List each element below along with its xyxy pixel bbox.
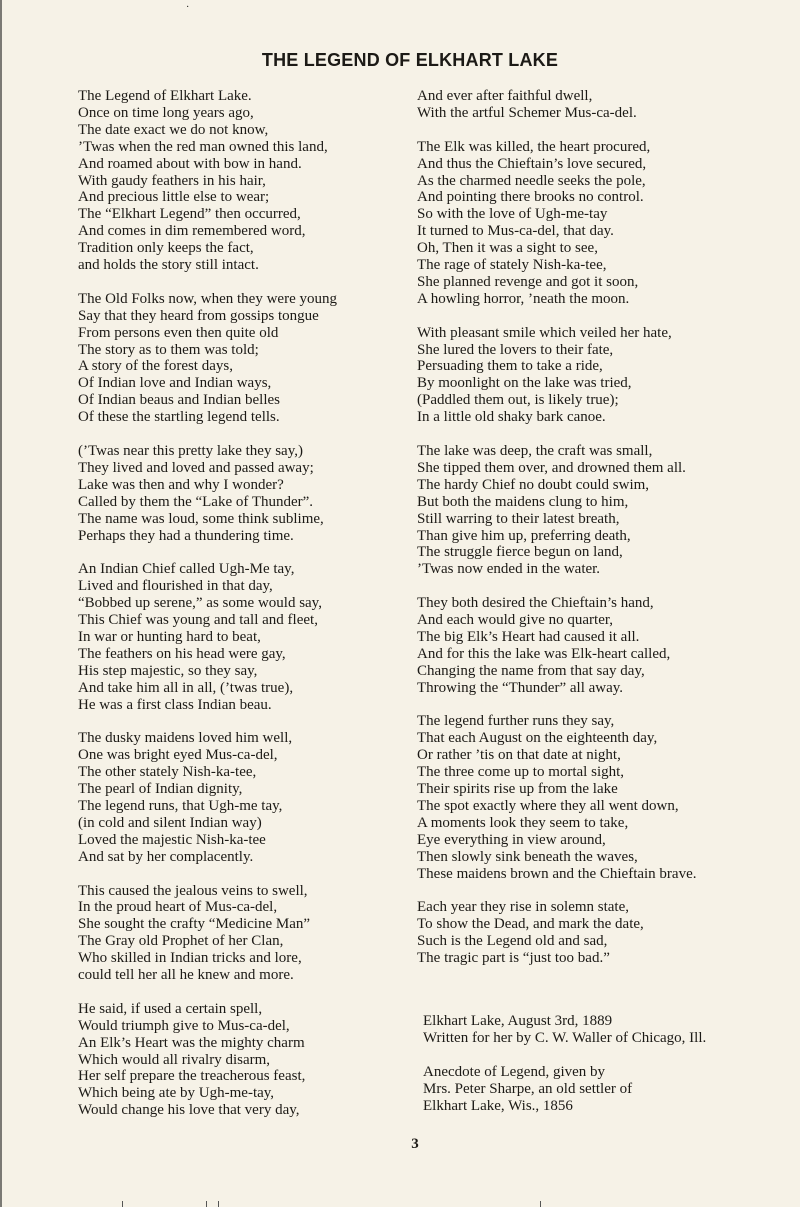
poem-line: Than give him up, preferring death,	[417, 527, 631, 544]
poem-line: The date exact we do not know,	[78, 121, 269, 138]
poem-line: One was bright eyed Mus-ca-del,	[78, 747, 278, 764]
poem-line: Still warring to their latest breath,	[417, 510, 620, 527]
print-mark: ·	[186, 2, 190, 13]
poem-line: Lived and flourished in that day,	[78, 578, 273, 595]
poem-line: A story of the forest days,	[78, 358, 233, 375]
poem-line: And thus the Chieftain’s love secured,	[417, 155, 647, 172]
poem-line: The Legend of Elkhart Lake.	[78, 88, 252, 104]
poem-line: Which being ate by Ugh-me-tay,	[78, 1085, 275, 1102]
poem-right-column	[417, 88, 787, 984]
binding-mark	[218, 1201, 219, 1207]
stanza	[417, 139, 787, 308]
poem-line: This Chief was young and tall and fleet,	[78, 612, 318, 629]
poem-line: Which would all rivalry disarm,	[78, 1051, 271, 1068]
poem-line: Lake was then and why I wonder?	[78, 476, 284, 493]
credit-line: Written for her by C. W. Waller of Chicago, Ill.	[423, 1030, 707, 1046]
poem-line: The Elk was killed, the heart procured,	[417, 138, 651, 155]
credit-line: Anecdote of Legend, given by	[423, 1064, 606, 1080]
poem-line: So with the love of Ugh-me-tay	[417, 206, 608, 223]
poem-line: Changing the name from that say day,	[417, 662, 645, 679]
poem-line: Throwing the “Thunder” all away.	[417, 679, 624, 696]
poem-line: A howling horror, ’neath the moon.	[417, 290, 630, 307]
poem-line: Of Indian beaus and Indian belles	[78, 392, 281, 409]
credit-block	[423, 1064, 706, 1115]
poem-line: And pointing there brooks no control.	[417, 189, 644, 206]
binding-mark	[122, 1201, 123, 1207]
poem-line: In the proud heart of Mus-ca-del,	[78, 899, 278, 916]
poem-line: And each would give no quarter,	[417, 612, 614, 629]
stanza	[78, 1001, 398, 1119]
stanza	[417, 325, 787, 426]
poem-line: The name was loud, some think sublime,	[78, 510, 324, 527]
poem-line: They both desired the Chieftain’s hand,	[417, 595, 654, 612]
poem-line: She tipped them over, and drowned them all.	[417, 459, 686, 476]
poem-line: And sat by her complacently.	[78, 848, 254, 865]
poem-line: An Elk’s Heart was the mighty charm	[78, 1034, 305, 1051]
poem-line: could tell her all he knew and more.	[78, 967, 294, 984]
poem-line: The feathers on his head were gay,	[78, 645, 286, 662]
poem-line: Her self prepare the treacherous feast,	[78, 1068, 306, 1085]
stanza	[78, 883, 398, 984]
poem-line: As the charmed needle seeks the pole,	[417, 172, 646, 189]
poem-line: And comes in dim remembered word,	[78, 223, 306, 240]
credits-section	[423, 1013, 706, 1132]
binding-mark	[206, 1201, 207, 1207]
poem-line: He was a first class Indian beau.	[78, 696, 272, 713]
poem-line: The spot exactly where they all went down,	[417, 797, 679, 814]
poem-line: Once on time long years ago,	[78, 104, 254, 121]
poem-line: Tradition only keeps the fact,	[78, 240, 254, 257]
poem-line: In war or hunting hard to beat,	[78, 628, 261, 645]
poem-line: The pearl of Indian dignity,	[78, 781, 243, 798]
poem-line: (’Twas near this pretty lake they say,)	[78, 443, 303, 459]
poem-line: He said, if used a certain spell,	[78, 1000, 263, 1017]
poem-line: Of these the startling legend tells.	[78, 409, 280, 426]
stanza	[417, 443, 787, 578]
poem-line: The legend further runs they say,	[417, 713, 615, 730]
poem-line: Perhaps they had a thundering time.	[78, 527, 294, 544]
poem-line: It turned to Mus-ca-del, that day.	[417, 223, 614, 240]
poem-line: Oh, Then it was a sight to see,	[417, 240, 598, 257]
poem-line: The struggle fierce begun on land,	[417, 544, 623, 561]
poem-line: Their spirits rise up from the lake	[417, 781, 618, 798]
poem-line: The other stately Nish-ka-tee,	[78, 764, 257, 781]
poem-line: By moonlight on the lake was tried,	[417, 375, 632, 392]
poem-line: Would triumph give to Mus-ca-del,	[78, 1017, 290, 1034]
poem-line: ’Twas now ended in the water.	[417, 561, 601, 578]
poem-line: She lured the lovers to their fate,	[417, 341, 614, 358]
poem-line: The three come up to mortal sight,	[417, 764, 625, 781]
poem-line: And for this the lake was Elk-heart called,	[417, 645, 671, 662]
credit-line: Elkhart Lake, August 3rd, 1889	[423, 1013, 613, 1029]
stanza	[78, 443, 398, 544]
stanza	[417, 713, 787, 882]
poem-line: A moments look they seem to take,	[417, 814, 629, 831]
poem-line: The tragic part is “just too bad.”	[417, 950, 610, 967]
credit-block	[423, 1013, 706, 1047]
poem-line: And precious little else to wear;	[78, 189, 270, 206]
poem-line: The legend runs, that Ugh-me tay,	[78, 798, 283, 814]
stanza	[78, 561, 398, 713]
poem-line: The big Elk’s Heart had caused it all.	[417, 628, 640, 645]
poem-line: Such is the Legend old and sad,	[417, 933, 608, 950]
poem-line: And roamed about with bow in hand.	[78, 155, 302, 172]
stanza	[78, 291, 398, 426]
poem-line: Eye everything in view around,	[417, 831, 606, 848]
poem-line: Called by them the “Lake of Thunder”.	[78, 493, 314, 510]
page-edge	[0, 0, 2, 1207]
poem-line: Who skilled in Indian tricks and lore,	[78, 950, 302, 967]
poem-line: Say that they heard from gossips tongue	[78, 307, 319, 324]
stanza	[417, 899, 787, 967]
poem-line: The “Elkhart Legend” then occurred,	[78, 206, 301, 223]
poem-line: ’Twas when the red man owned this land,	[78, 138, 328, 155]
poem-line: With the artful Schemer Mus-ca-del.	[417, 104, 637, 121]
poem-line: Each year they rise in solemn state,	[417, 899, 630, 916]
page-number: 3	[411, 1136, 419, 1152]
poem-line: Then slowly sink beneath the waves,	[417, 848, 638, 865]
poem-line: and holds the story still intact.	[78, 257, 259, 274]
poem-line: “Bobbed up serene,” as some would say,	[78, 595, 322, 612]
poem-line: The Old Folks now, when they were young	[78, 290, 337, 307]
poem-line: Of Indian love and Indian ways,	[78, 375, 272, 392]
stanza	[78, 730, 398, 865]
poem-line: An Indian Chief called Ugh-Me tay,	[78, 561, 295, 578]
poem-line: In a little old shaky bark canoe.	[417, 409, 606, 426]
poem-line: (in cold and silent Indian way)	[78, 814, 262, 831]
poem-line: The story as to them was told;	[78, 341, 259, 358]
credit-line: Mrs. Peter Sharpe, an old settler of	[423, 1081, 633, 1097]
poem-line: Would change his love that very day,	[78, 1102, 300, 1119]
poem-line: Or rather ’tis on that date at night,	[417, 747, 621, 764]
poem-line: Loved the majestic Nish-ka-tee	[78, 831, 266, 848]
credit-line: Elkhart Lake, Wis., 1856	[423, 1098, 573, 1114]
poem-line: His step majestic, so they say,	[78, 662, 258, 679]
poem-line: And take him all in all, (’twas true),	[78, 679, 294, 696]
poem-line: She planned revenge and got it soon,	[417, 273, 639, 290]
poem-line: From persons even then quite old	[78, 324, 279, 341]
binding-mark	[540, 1201, 541, 1207]
poem-line: The dusky maidens loved him well,	[78, 730, 293, 747]
poem-line: With pleasant smile which veiled her hate,	[417, 324, 672, 341]
page-title: THE LEGEND OF ELKHART LAKE	[261, 50, 559, 70]
poem-line: But both the maidens clung to him,	[417, 493, 629, 510]
poem-line: The lake was deep, the craft was small,	[417, 442, 653, 459]
stanza	[78, 88, 398, 274]
poem-line: This caused the jealous veins to swell,	[78, 882, 308, 899]
poem-line: With gaudy feathers in his hair,	[78, 172, 266, 189]
poem-line: They lived and loved and passed away;	[78, 459, 314, 476]
poem-line: (Paddled them out, is likely true);	[417, 392, 619, 409]
stanza	[417, 88, 787, 122]
poem-line: That each August on the eighteenth day,	[417, 730, 658, 747]
poem-line: These maidens brown and the Chieftain brave.	[417, 865, 697, 882]
poem-line: Persuading them to take a ride,	[417, 358, 603, 375]
stanza	[417, 595, 787, 696]
poem-line: To show the Dead, and mark the date,	[417, 916, 644, 933]
poem-line: She sought the crafty “Medicine Man”	[78, 916, 311, 933]
poem-left-column	[78, 88, 398, 1136]
poem-line: The hardy Chief no doubt could swim,	[417, 476, 650, 493]
poem-line: And ever after faithful dwell,	[417, 88, 593, 104]
poem-line: The rage of stately Nish-ka-tee,	[417, 257, 607, 274]
poem-line: The Gray old Prophet of her Clan,	[78, 933, 284, 950]
